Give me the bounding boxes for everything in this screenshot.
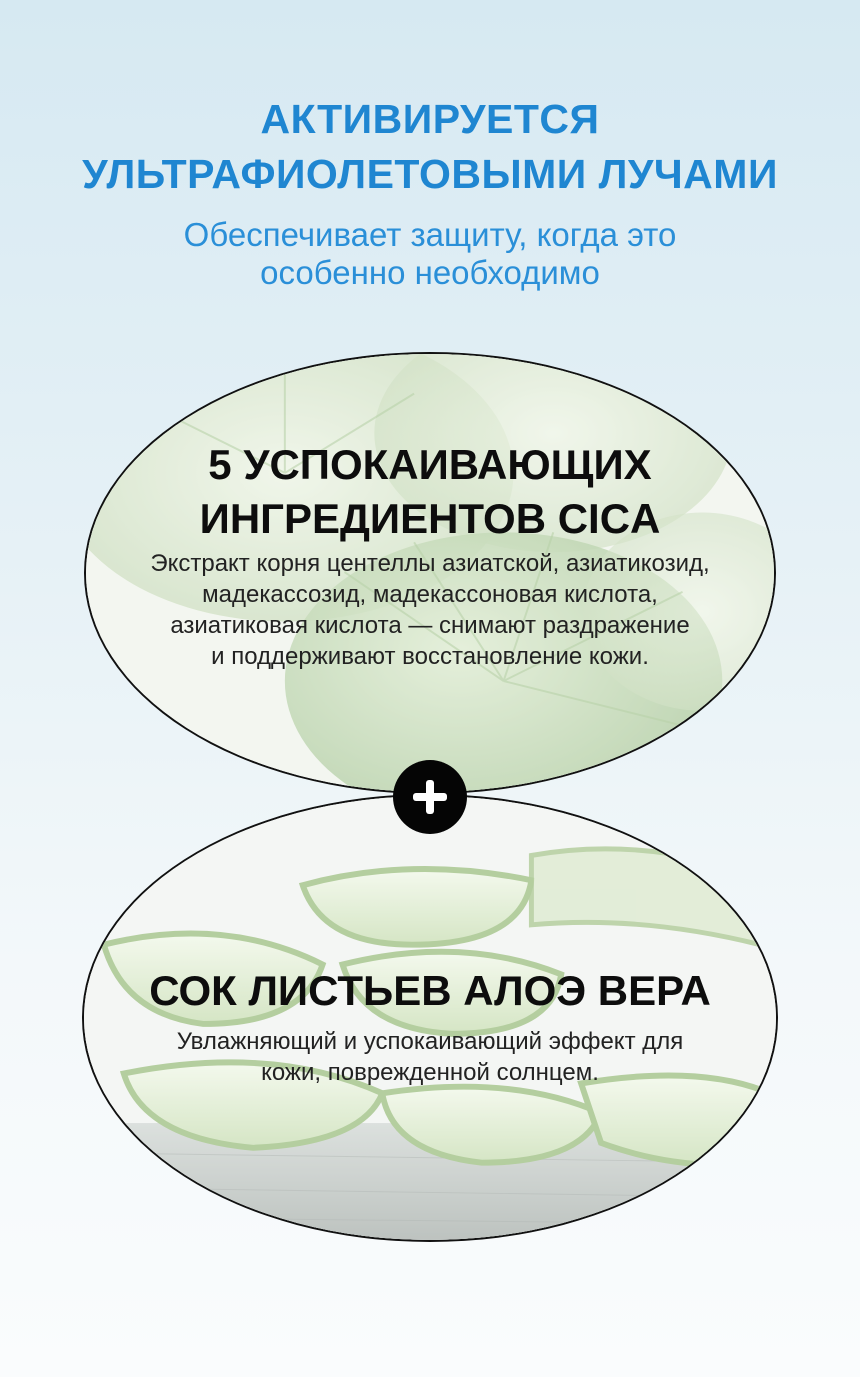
headline-line-1: АКТИВИРУЕТСЯ — [260, 96, 600, 142]
cica-description-line: мадекассозид, мадекассоновая кислота, — [202, 581, 658, 608]
headline — [0, 92, 860, 202]
cica-ingredients-card — [84, 352, 776, 794]
cica-description — [86, 548, 774, 672]
headline-line-2: УЛЬТРАФИОЛЕТОВЫМИ ЛУЧАМИ — [82, 151, 778, 197]
aloe-vera-image — [84, 796, 776, 1240]
aloe-description-line: Увлажняющий и успокаивающий эффект для — [176, 1028, 684, 1055]
aloe-title-line: СОК ЛИСТЬЕВ АЛОЭ ВЕРА — [149, 967, 711, 1014]
aloe-description — [84, 1026, 776, 1088]
aloe-title — [84, 964, 776, 1018]
subheadline — [0, 216, 860, 292]
cica-title-line-1: 5 УСПОКАИВАЮЩИХ — [208, 441, 652, 488]
subheadline-line-1: Обеспечивает защиту, когда это — [183, 216, 677, 253]
cica-description-line: Экстракт корня центеллы азиатской, азиатикозид, — [150, 550, 710, 577]
aloe-vera-card — [82, 794, 778, 1242]
aloe-description-line: кожи, поврежденной солнцем. — [261, 1059, 599, 1086]
cica-title — [86, 438, 774, 546]
plus-icon — [393, 760, 467, 834]
cica-description-line: азиатиковая кислота — снимают раздражение — [170, 612, 690, 639]
cica-title-line-2: ИНГРЕДИЕНТОВ CICA — [199, 495, 661, 542]
subheadline-line-2: особенно необходимо — [260, 254, 600, 291]
cica-description-line: и поддерживают восстановление кожи. — [211, 643, 649, 670]
